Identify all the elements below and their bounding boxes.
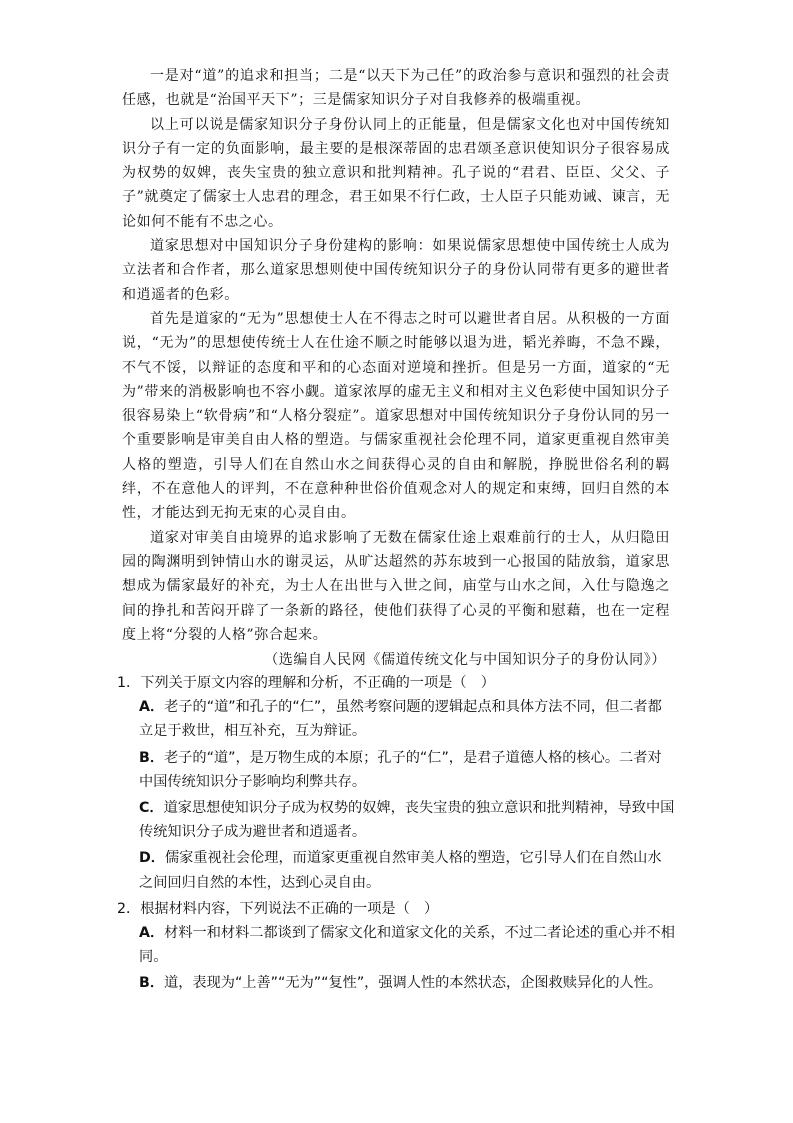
question-1 — [117, 671, 675, 895]
passage-paragraph: 道家思想对中国知识分子身份建构的影响：如果说儒家思想使中国传统士人成为立法者和合作者，那么道家思想则使中国传统知识分子的身份认同带有更多的避世者和逍遥者的色彩。 — [122, 238, 670, 303]
option-letter: B． — [139, 975, 165, 992]
passage-paragraph: 首先是道家的“无为”思想使士人在不得志之时可以避世者自居。从积极的一方面说，“无为”的思想使传统士人在仕途不顺之时能够以退为进，韬光养晦，不急不躁，不气不馁，以辩证的态度和平和的心态面对逆境和挫折。但是另一方面，道家的“无为”带来的消极影响也不容小觑。道家浓厚的虚无主义和相对主义色彩使中国知识分子很容易染上“软骨病”和“人格分裂症”。道家思想对中国传统知识分子身份认同的另一个重要影响是审美自由人格的塑造。与儒家重视社会伦理不同，道家更重视自然审美人格的塑造，引导人们在自然山水之间获得心灵的自由和解脱，挣脱世俗名利的羁绊，不在意他人的评判，不在意种种世俗价值观念对人的规定和束缚，回归自然的本性，才能达到无拘无束的心灵自由。 — [122, 310, 670, 522]
option-letter: C． — [139, 800, 164, 817]
option-text: 儒家重视社会伦理，而道家更重视自然审美人格的塑造，它引导人们在自然山水之间回归自然的本性，达到心灵自由。 — [139, 850, 662, 891]
passage-paragraph: 道家对审美自由境界的追求影响了无数在儒家仕途上艰难前行的士人，从归隐田园的陶渊明到钟情山水的谢灵运，从旷达超然的苏东坡到一心报国的陆放翁，道家思想成为儒家最好的补充，为士人在出世与入世之间，庙堂与山水之间，入仕与隐逸之间的挣扎和苦闷开辟了一条新的路径，使他们获得了心灵的平衡和慰藉，也在一定程度上将“分裂的人格”弥合起来。 — [122, 529, 670, 643]
option-text: 材料一和材料二都谈到了儒家文化和道家文化的关系，不过二者论述的重心并不相同。 — [139, 925, 675, 966]
option-text: 道，表现为“上善”“无为”“复性”，强调人性的本然状态，企图救赎异化的人性。 — [164, 975, 663, 992]
passage-source: （选编自人民网《儒道传统文化与中国知识分子的身份认同》） — [264, 652, 666, 669]
option-d — [139, 846, 675, 894]
reading-passage — [122, 64, 670, 672]
question-list — [117, 671, 675, 998]
option-text: 老子的“道”，是万物生成的本原；孔子的“仁”，是君子道德人格的核心。二者对中国传统知识分子影响均利弊共存。 — [139, 749, 662, 790]
option-c — [139, 796, 675, 844]
option-letter: A． — [139, 925, 165, 942]
question-stem: 1．下列关于原文内容的理解和分析，不正确的一项是（ ） — [117, 675, 495, 691]
option-letter: A． — [139, 699, 165, 716]
question-2 — [117, 897, 675, 996]
option-b — [139, 971, 675, 995]
option-text: 道家思想使知识分子成为权势的奴婢，丧失宝贵的独立意识和批判精神，导致中国传统知识分子成为避世者和逍遥者。 — [139, 800, 675, 841]
option-letter: D． — [139, 850, 165, 867]
option-a — [139, 921, 675, 969]
passage-paragraph: 以上可以说是儒家知识分子身份认同上的正能量，但是儒家文化也对中国传统知识分子有一定的负面影响，最主要的是根深蒂固的忠君颂圣意识使知识分子很容易成为权势的奴婢，丧失宝贵的独立意识和批判精神。孔子说的“君君、臣臣、父父、子子”就奠定了儒家士人忠君的理念，君王如果不行仁政，士人臣子只能劝诫、谏言，无论如何不能有不忠之心。 — [122, 116, 670, 230]
passage-paragraph: 一是对“道”的追求和担当；二是“以天下为己任”的政治参与意识和强烈的社会责任感，也就是“治国平天下”；三是儒家知识分子对自我修养的极端重视。 — [122, 68, 670, 109]
option-text: 老子的“道”和孔子的“仁”，虽然考察问题的逻辑起点和具体方法不同，但二者都立足于救世，相互补充，互为辩证。 — [139, 699, 662, 740]
option-b — [139, 746, 675, 794]
option-letter: B． — [139, 749, 165, 766]
question-stem: 2．根据材料内容，下列说法不正确的一项是（ ） — [117, 900, 439, 917]
option-a — [139, 695, 675, 743]
